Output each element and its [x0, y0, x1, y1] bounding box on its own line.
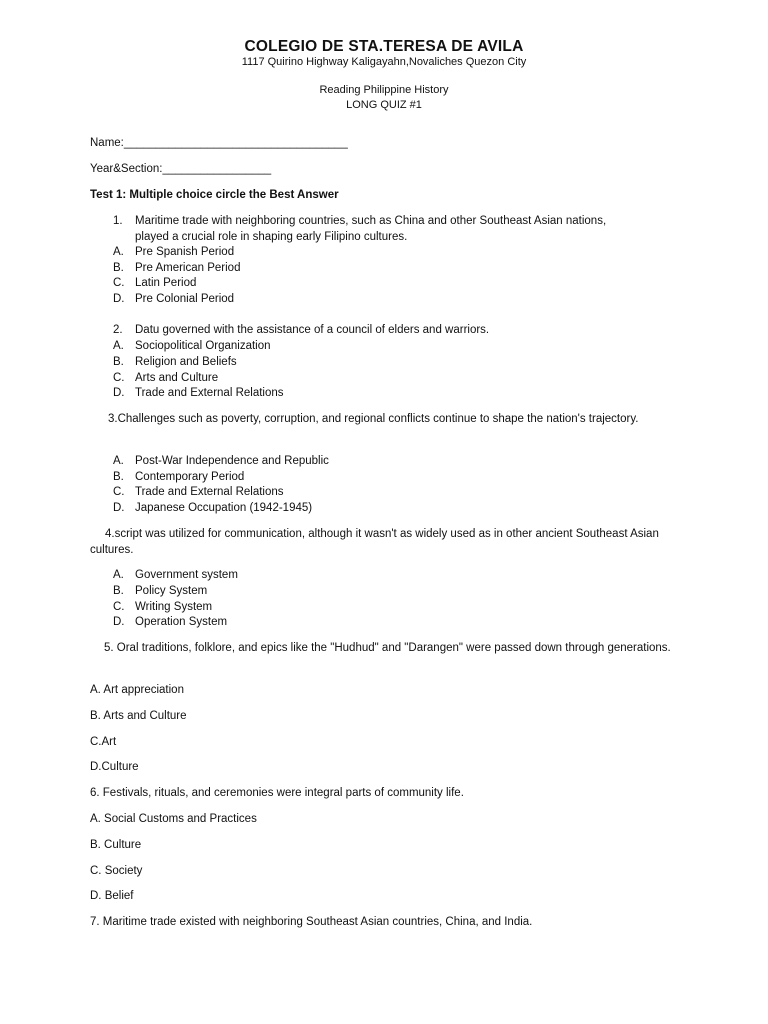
choice-a: A. Art appreciation — [90, 684, 184, 696]
choice-a: A. Social Customs and Practices — [90, 813, 257, 825]
quiz-title: LONG QUIZ #1 — [346, 99, 422, 111]
school-address: 1117 Quirino Highway Kaligayahn,Novaliches Quezon City — [241, 56, 527, 68]
choice-a: A. Sociopolitical Organization — [113, 340, 271, 352]
question-text-cont: played a crucial role in shaping early Filipino cultures. — [135, 231, 408, 243]
choice-d: D. Operation System — [113, 616, 228, 628]
question-text: Maritime trade with neighboring countries, such as China and other Southeast Asian nations, — [135, 215, 607, 227]
choice-c: C. Trade and External Relations — [113, 486, 284, 498]
choice-a: A. Government system — [113, 569, 238, 581]
school-name: COLEGIO DE STA.TERESA DE AVILA — [244, 38, 524, 55]
choice-b: B. Religion and Beliefs — [113, 356, 237, 368]
question-number: 1. — [113, 215, 123, 227]
choice-c: C. Writing System — [113, 601, 213, 613]
choice-b: B. Contemporary Period — [113, 471, 245, 483]
question-number: 2. — [113, 324, 123, 336]
question-text: Datu governed with the assistance of a council of elders and warriors. — [135, 324, 490, 336]
choice-b: B. Arts and Culture — [90, 710, 187, 722]
choice-c: C. Society — [90, 865, 143, 877]
choice-d: D.Culture — [90, 761, 139, 773]
choice-b: B. Policy System — [113, 585, 208, 597]
question-text: 4.script was utilized for communication, although it wasn't as widely used as in other ancient Southeast Asian cultures. — [90, 528, 659, 556]
choice-c: C. Latin Period — [113, 277, 197, 289]
name-field-label: Name:___________________________________ — [90, 137, 348, 149]
choice-c: C.Art — [90, 736, 117, 748]
question-text: 3.Challenges such as poverty, corruption, and regional conflicts continue to shape the nation's trajectory. — [108, 413, 639, 425]
choice-c: C. Arts and Culture — [113, 372, 219, 384]
choice-d: D. Japanese Occupation (1942-1945) — [113, 502, 313, 514]
choice-b: B. Culture — [90, 839, 142, 851]
subject-title: Reading Philippine History — [319, 84, 449, 96]
choice-b: B. Pre American Period — [113, 262, 241, 274]
question-text: 7. Maritime trade existed with neighboring Southeast Asian countries, China, and India. — [90, 916, 533, 928]
question-text: 6. Festivals, rituals, and ceremonies were integral parts of community life. — [90, 787, 464, 799]
choice-a: A. Pre Spanish Period — [113, 246, 235, 258]
choice-d: D. Belief — [90, 890, 134, 902]
choice-d: D. Pre Colonial Period — [113, 293, 235, 305]
year-section-field-label: Year&Section:_________________ — [90, 163, 272, 175]
question-text: 5. Oral traditions, folklore, and epics like the "Hudhud" and "Darangen" were passed down through generations. — [104, 642, 671, 654]
choice-d: D. Trade and External Relations — [113, 387, 284, 399]
choice-a: A. Post-War Independence and Republic — [113, 455, 329, 467]
test-1-title: Test 1: Multiple choice circle the Best Answer — [90, 189, 339, 201]
